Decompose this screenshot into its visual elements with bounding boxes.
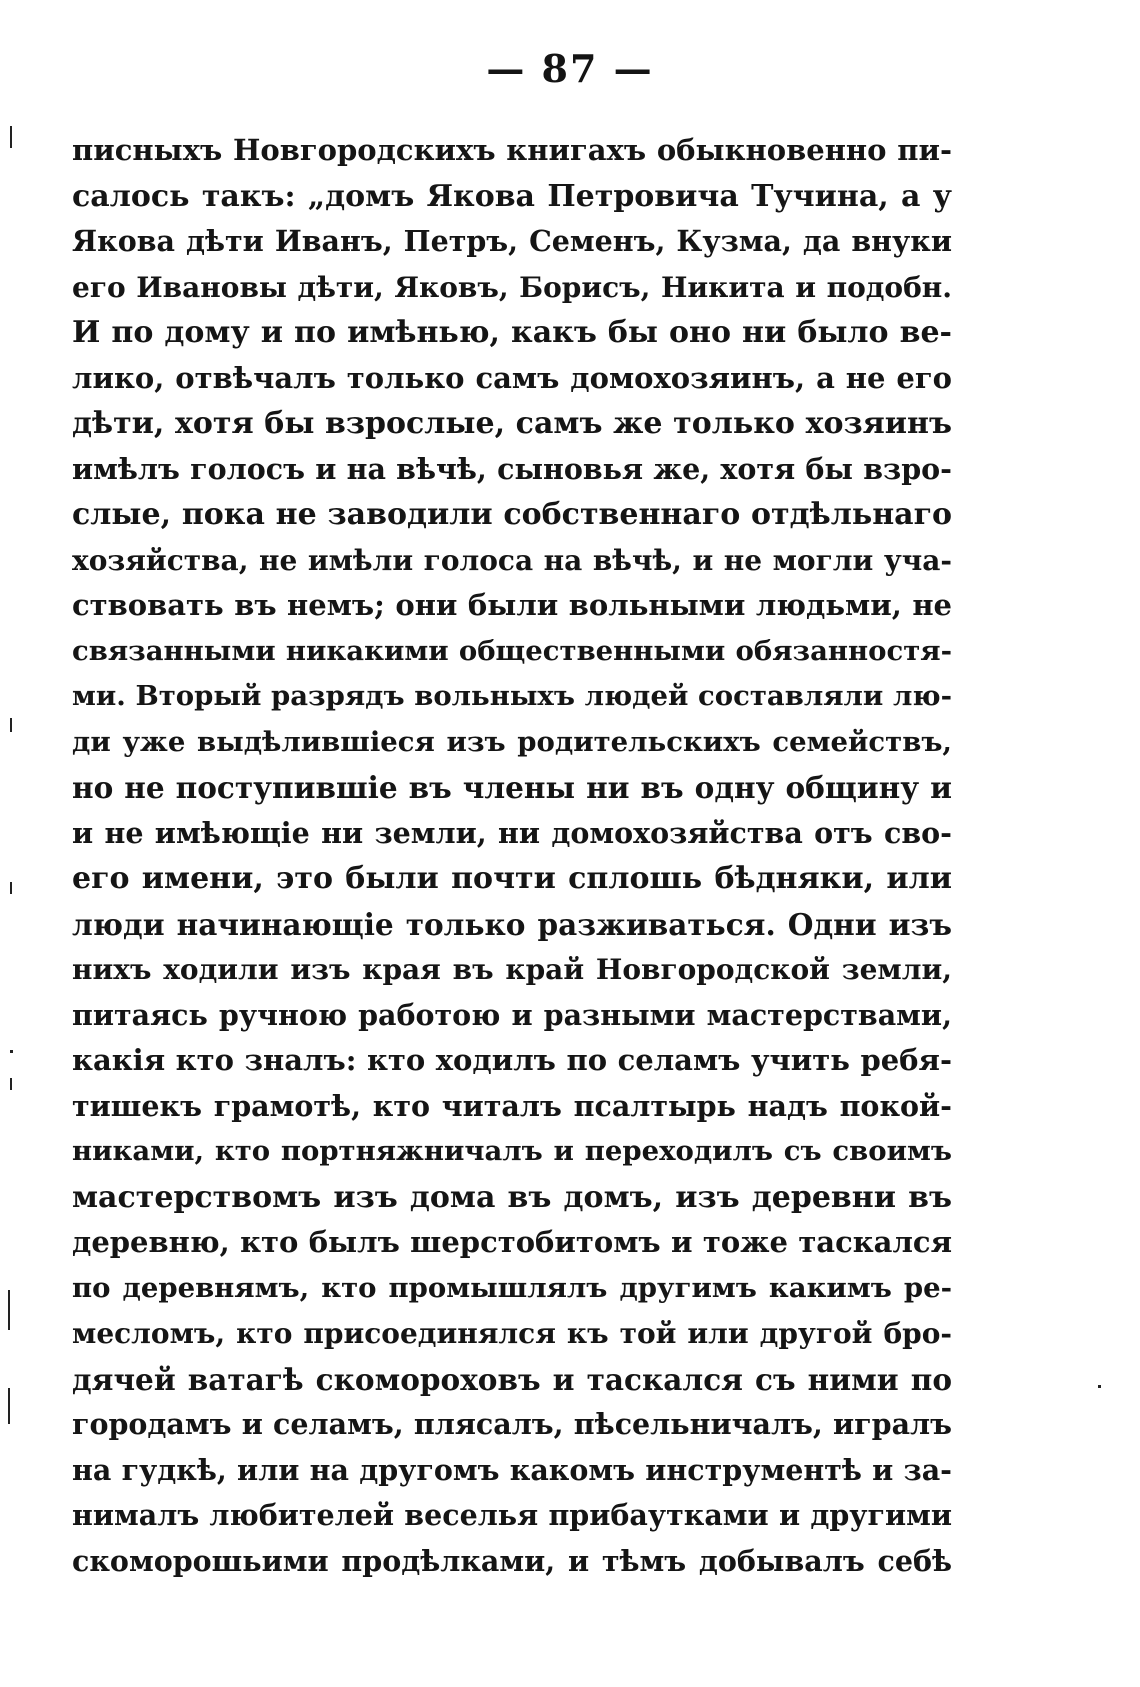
margin-mark [10, 126, 12, 148]
margin-mark [1098, 1385, 1101, 1388]
text-line: ди уже выдѣлившіеся изъ родительскихъ семействъ, [72, 725, 952, 758]
text-line: Якова дѣти Иванъ, Петръ, Семенъ, Кузма, да внуки [72, 224, 952, 258]
margin-mark [8, 1290, 10, 1330]
text-line: питаясь ручною работою и разными мастерствами, [72, 997, 952, 1032]
text-line: салось такъ: „домъ Якова Петровича Тучина, а у [72, 178, 952, 214]
text-line: имѣлъ голосъ и на вѣчѣ, сыновья же, хотя бы взро- [72, 451, 952, 486]
text-line: люди начинающіе только разживаться. Одни изъ [72, 906, 952, 942]
margin-mark [10, 1078, 12, 1090]
text-line: городамъ и селамъ, плясалъ, пѣсельничалъ, игралъ [72, 1407, 952, 1441]
body-text [72, 128, 952, 1584]
text-line: И по дому и по имѣнью, какъ бы оно ни было ве- [72, 315, 952, 350]
text-line: ми. Вторый разрядъ вольныхъ людей составляли лю- [72, 680, 952, 712]
text-line: дячей ватагѣ скомороховъ и таскался съ ними по [72, 1361, 952, 1397]
margin-mark [10, 718, 12, 732]
text-line: связанными никакими общественными обязанностя- [72, 634, 952, 667]
text-line: писныхъ Новгородскихъ книгахъ обыкновенно пи- [72, 133, 952, 167]
margin-mark [10, 882, 12, 894]
text-line: на гудкѣ, или на другомъ какомъ инструментѣ и за- [72, 1452, 952, 1487]
text-line: и не имѣющіе ни земли, ни домохозяйства отъ сво- [72, 815, 952, 850]
text-line: нималъ любителей веселья прибаутками и другими [72, 1498, 952, 1532]
text-line: его Ивановы дѣти, Яковъ, Борисъ, Никита и подобн. [72, 270, 952, 304]
text-line: его имени, это были почти сплошь бѣдняки, или [72, 861, 952, 896]
text-line: но не поступившіе въ члены ни въ одну общину и [72, 770, 952, 805]
text-line: хозяйства, не имѣли голоса на вѣчѣ, и не могли уча- [72, 543, 952, 577]
text-line: месломъ, кто присоединялся къ той или другой бро- [72, 1317, 952, 1350]
text-line: по деревнямъ, кто промышлялъ другимъ какимъ ре- [72, 1271, 952, 1304]
margin-mark [10, 1050, 13, 1053]
text-line: тишекъ грамотѣ, кто читалъ псалтырь надъ покой- [72, 1088, 952, 1123]
text-line: никами, кто портняжничалъ и переходилъ съ своимъ [72, 1135, 952, 1167]
text-line: мастерствомъ изъ дома въ домъ, изъ деревни въ [72, 1179, 952, 1215]
text-line: какія кто зналъ: кто ходилъ по селамъ учить ребя- [72, 1043, 952, 1077]
text-line: лико, отвѣчалъ только самъ домохозяинъ, а не его [72, 360, 952, 395]
text-line: нихъ ходили изъ края въ край Новгородской земли, [72, 953, 952, 986]
page-number: — 87 — [486, 46, 654, 91]
text-line: слые, пока не заводили собственнаго отдѣльнаго [72, 497, 952, 532]
text-line: ствовать въ немъ; они были вольными людьми, не [72, 588, 952, 622]
text-line: деревню, кто былъ шерстобитомъ и тоже таскался [72, 1225, 952, 1259]
text-line: дѣти, хотя бы взрослые, самъ же только хозяинъ [72, 406, 952, 441]
text-line: скоморошьими продѣлками, и тѣмъ добывалъ себѣ [72, 1543, 952, 1578]
margin-mark [8, 1388, 10, 1424]
